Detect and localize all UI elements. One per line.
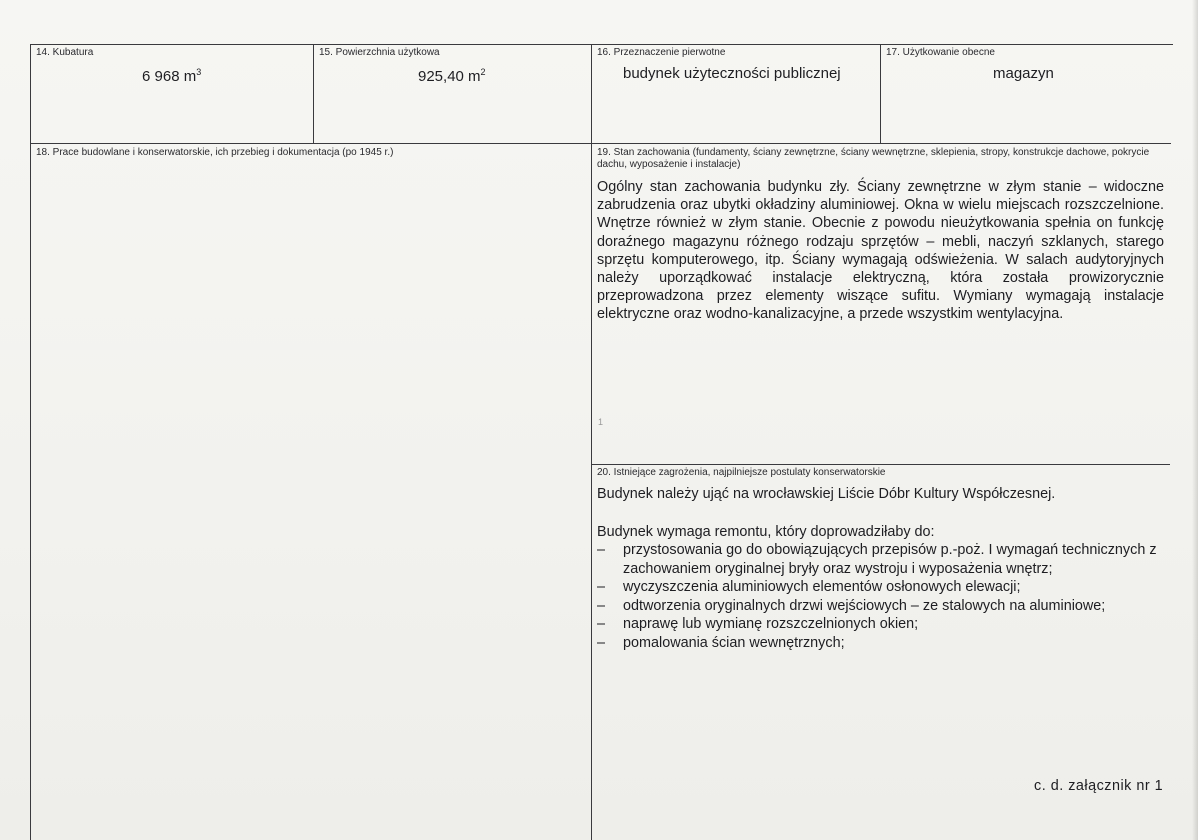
list-item-text: naprawę lub wymianę rozszczelnionych okien; xyxy=(623,616,919,633)
field-17-value: magazyn xyxy=(993,65,1054,82)
list-dash: – xyxy=(597,634,606,651)
list-dash: – xyxy=(597,597,606,614)
column-divider-14-15 xyxy=(313,44,314,144)
left-border-line xyxy=(30,44,31,840)
list-item-text: przystosowania go do obowiązujących przepisów p.-poż. I wymagań technicznych z zachowaniem oryginalnej bryły oraz wystroju i wyposażenia wnętrz; xyxy=(623,542,1157,577)
scan-mark: 1 xyxy=(598,417,604,427)
list-item xyxy=(597,541,1159,578)
section-19-20-divider-line xyxy=(591,464,1170,465)
field-14-value-sup: 3 xyxy=(196,67,202,77)
column-divider-16-17 xyxy=(880,44,881,144)
field-18-label: 18. Prace budowlane i konserwatorskie, ich przebieg i dokumentacja (po 1945 r.) xyxy=(36,147,394,158)
list-item xyxy=(597,597,1159,616)
field-16-label: 16. Przeznaczenie pierwotne xyxy=(597,47,726,58)
list-dash: – xyxy=(597,579,606,596)
field-17-label: 17. Użytkowanie obecne xyxy=(886,47,995,58)
list-item xyxy=(597,634,1159,653)
field-19-label: 19. Stan zachowania (fundamenty, ściany zewnętrzne, ściany wewnętrzne, sklepienia, stropy, konstrukcje dachowe, pokrycie dachu, wyposażenie i instalacje) xyxy=(597,147,1150,170)
attachment-note: c. d. załącznik nr 1 xyxy=(1034,778,1164,794)
field-14-label: 14. Kubatura xyxy=(36,47,94,58)
column-divider-main xyxy=(591,44,592,840)
top-border-line xyxy=(30,44,1173,45)
field-20-paragraph-2: Budynek wymaga remontu, który doprowadziłaby do: xyxy=(597,524,935,540)
field-14-value-text: 6 968 m xyxy=(142,68,197,85)
list-item xyxy=(597,578,1159,597)
field-19-description: Ogólny stan zachowania budynku zły. Ściany zewnętrzne w złym stanie – widoczne zabrudzenia oraz ubytki okładziny aluminiowej. Okna w wielu miejscach rozszczelnione. Wnętrze również w złym stanie. Obecnie z powodu nieużytkowania spełnia on funkcję doraźnego magazynu różnego rodzaju sprzętów – mebli, naczyń szklanych, starego sprzętu komputerowego, itp. Ściany wymagają odświeżenia. W salach audytoryjnych należy uporządkować instalacje elektryczną, która została prowizorycznie przeprowadzona przez elementy wiszące sufitu. Wymiany wymagają instalacje elektryczne oraz wodno-kanalizacyjne, a przede wszystkim wentylacyjna. xyxy=(597,179,1164,323)
field-16-value: budynek użyteczności publicznej xyxy=(623,65,841,82)
field-14-value xyxy=(142,63,201,86)
field-15-value-text: 925,40 m xyxy=(418,68,481,85)
paper-edge-shadow xyxy=(1192,0,1198,840)
row-divider-line xyxy=(30,143,1171,144)
field-15-label: 15. Powierzchnia użytkowa xyxy=(319,47,440,58)
field-20-postulates-list xyxy=(597,541,1159,653)
field-20-label: 20. Istniejące zagrożenia, najpilniejsze postulaty konserwatorskie xyxy=(597,467,886,478)
list-dash: – xyxy=(597,542,606,558)
list-item xyxy=(597,615,1159,634)
field-15-value xyxy=(418,63,486,86)
field-20-paragraph-1: Budynek należy ująć na wrocławskiej Liście Dóbr Kultury Współczesnej. xyxy=(597,486,1056,502)
list-item-text: wyczyszczenia aluminiowych elementów osłonowych elewacji; xyxy=(623,579,1021,596)
list-dash: – xyxy=(597,616,606,633)
list-item-text: pomalowania ścian wewnętrznych; xyxy=(623,634,845,651)
list-item-text: odtworzenia oryginalnych drzwi wejściowych – ze stalowych na aluminiowe; xyxy=(623,597,1106,614)
field-15-value-sup: 2 xyxy=(480,67,486,77)
